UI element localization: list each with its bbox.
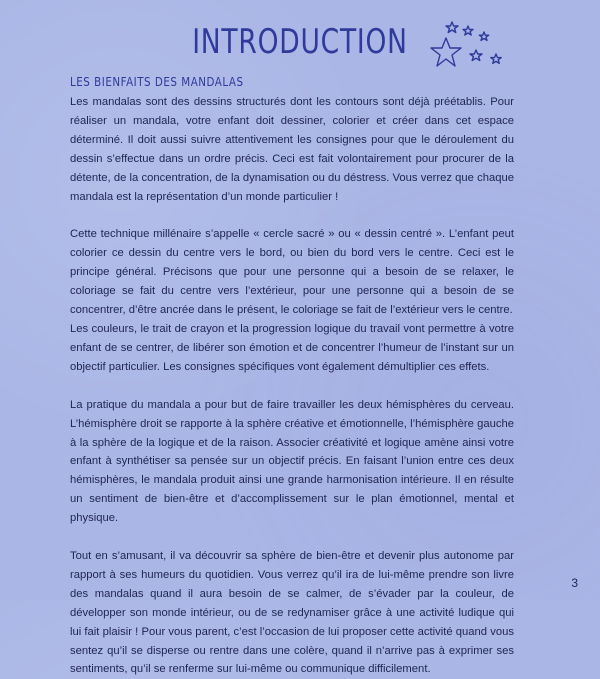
paragraph: Tout en s’amusant, il va découvrir sa sphère de bien-être et devenir plus autonome par rapport à ses humeurs du quotidien. Vous verrez qu’il ira de lui-même prendre son livre des mandalas quand il aura besoin de se calmer, de s’évader par la couleur, de développer son monde intérieur, ou de se redynamiser grâce à une activité ludique qui lui fait plaisir ! Pour vous parent, c’est l’occasion de lui proposer cette activité quand vous sentez qu’il se disperse ou rentre dans une colère, quand il n’arrive pas à exprimer ses sentiments, qu’il se renferme sur lui-même ou communique difficilement. xyxy=(70,550,514,676)
section-heading: LES BIENFAITS DES MANDALAS xyxy=(70,75,244,89)
body-text xyxy=(70,93,514,679)
stars-icon xyxy=(428,18,508,74)
page-number: 3 xyxy=(571,576,578,590)
paragraph: Cette technique millénaire s’appelle « cercle sacré » ou « dessin centré ». L’enfant peut colorier ce dessin du centre vers le bord, ou bien du bord vers le centre. Ceci est le principe général. Précisons que pour une personne qui a besoin de se relaxer, le coloriage se fait du centre vers l’extérieur, pour une personne qui a besoin de se concentrer, d’être ancrée dans le présent, le coloriage se fait de l’extérieur vers le centre. xyxy=(70,228,514,317)
paragraph: Les mandalas sont des dessins structurés dont les contours sont déjà préétablis. Pour réaliser un mandala, votre enfant doit dessiner, colorier et créer dans cet espace déterminé. Il doit aussi suivre attentivement les consignes pour que le déroulement du dessin s’effectue dans un ordre précis. Ceci est fait volontairement pour procurer de la détente, de la concentration, de la dynamisation ou du déstress. Vous verrez que chaque mandala est la représentation d’un monde particulier ! xyxy=(70,96,514,203)
paragraph: Les couleurs, le trait de crayon et la progression logique du travail vont permettre à votre enfant de se centrer, de libérer son émotion et de concentrer l’humeur de l’instant sur un objectif particulier. Les consignes spécifiques vont également démultiplier ces effets. xyxy=(70,322,514,373)
page-title: INTRODUCTION xyxy=(192,22,408,62)
paragraph: La pratique du mandala a pour but de faire travailler les deux hémisphères du cerveau. L’hémisphère droit se rapporte à la sphère créative et émotionnelle, l’hémisphère gauche à la sphère de la logique et de la raison. Associer créativité et logique amène ainsi votre enfant à synthétiser sa pensée sur un objectif précis. En faisant l’union entre ces deux hémisphères, le mandala produit ainsi une grande harmonisation intérieure. Il en résulte un sentiment de bien-être et d’accomplissement sur le plan émotionnel, mental et physique. xyxy=(70,398,514,525)
